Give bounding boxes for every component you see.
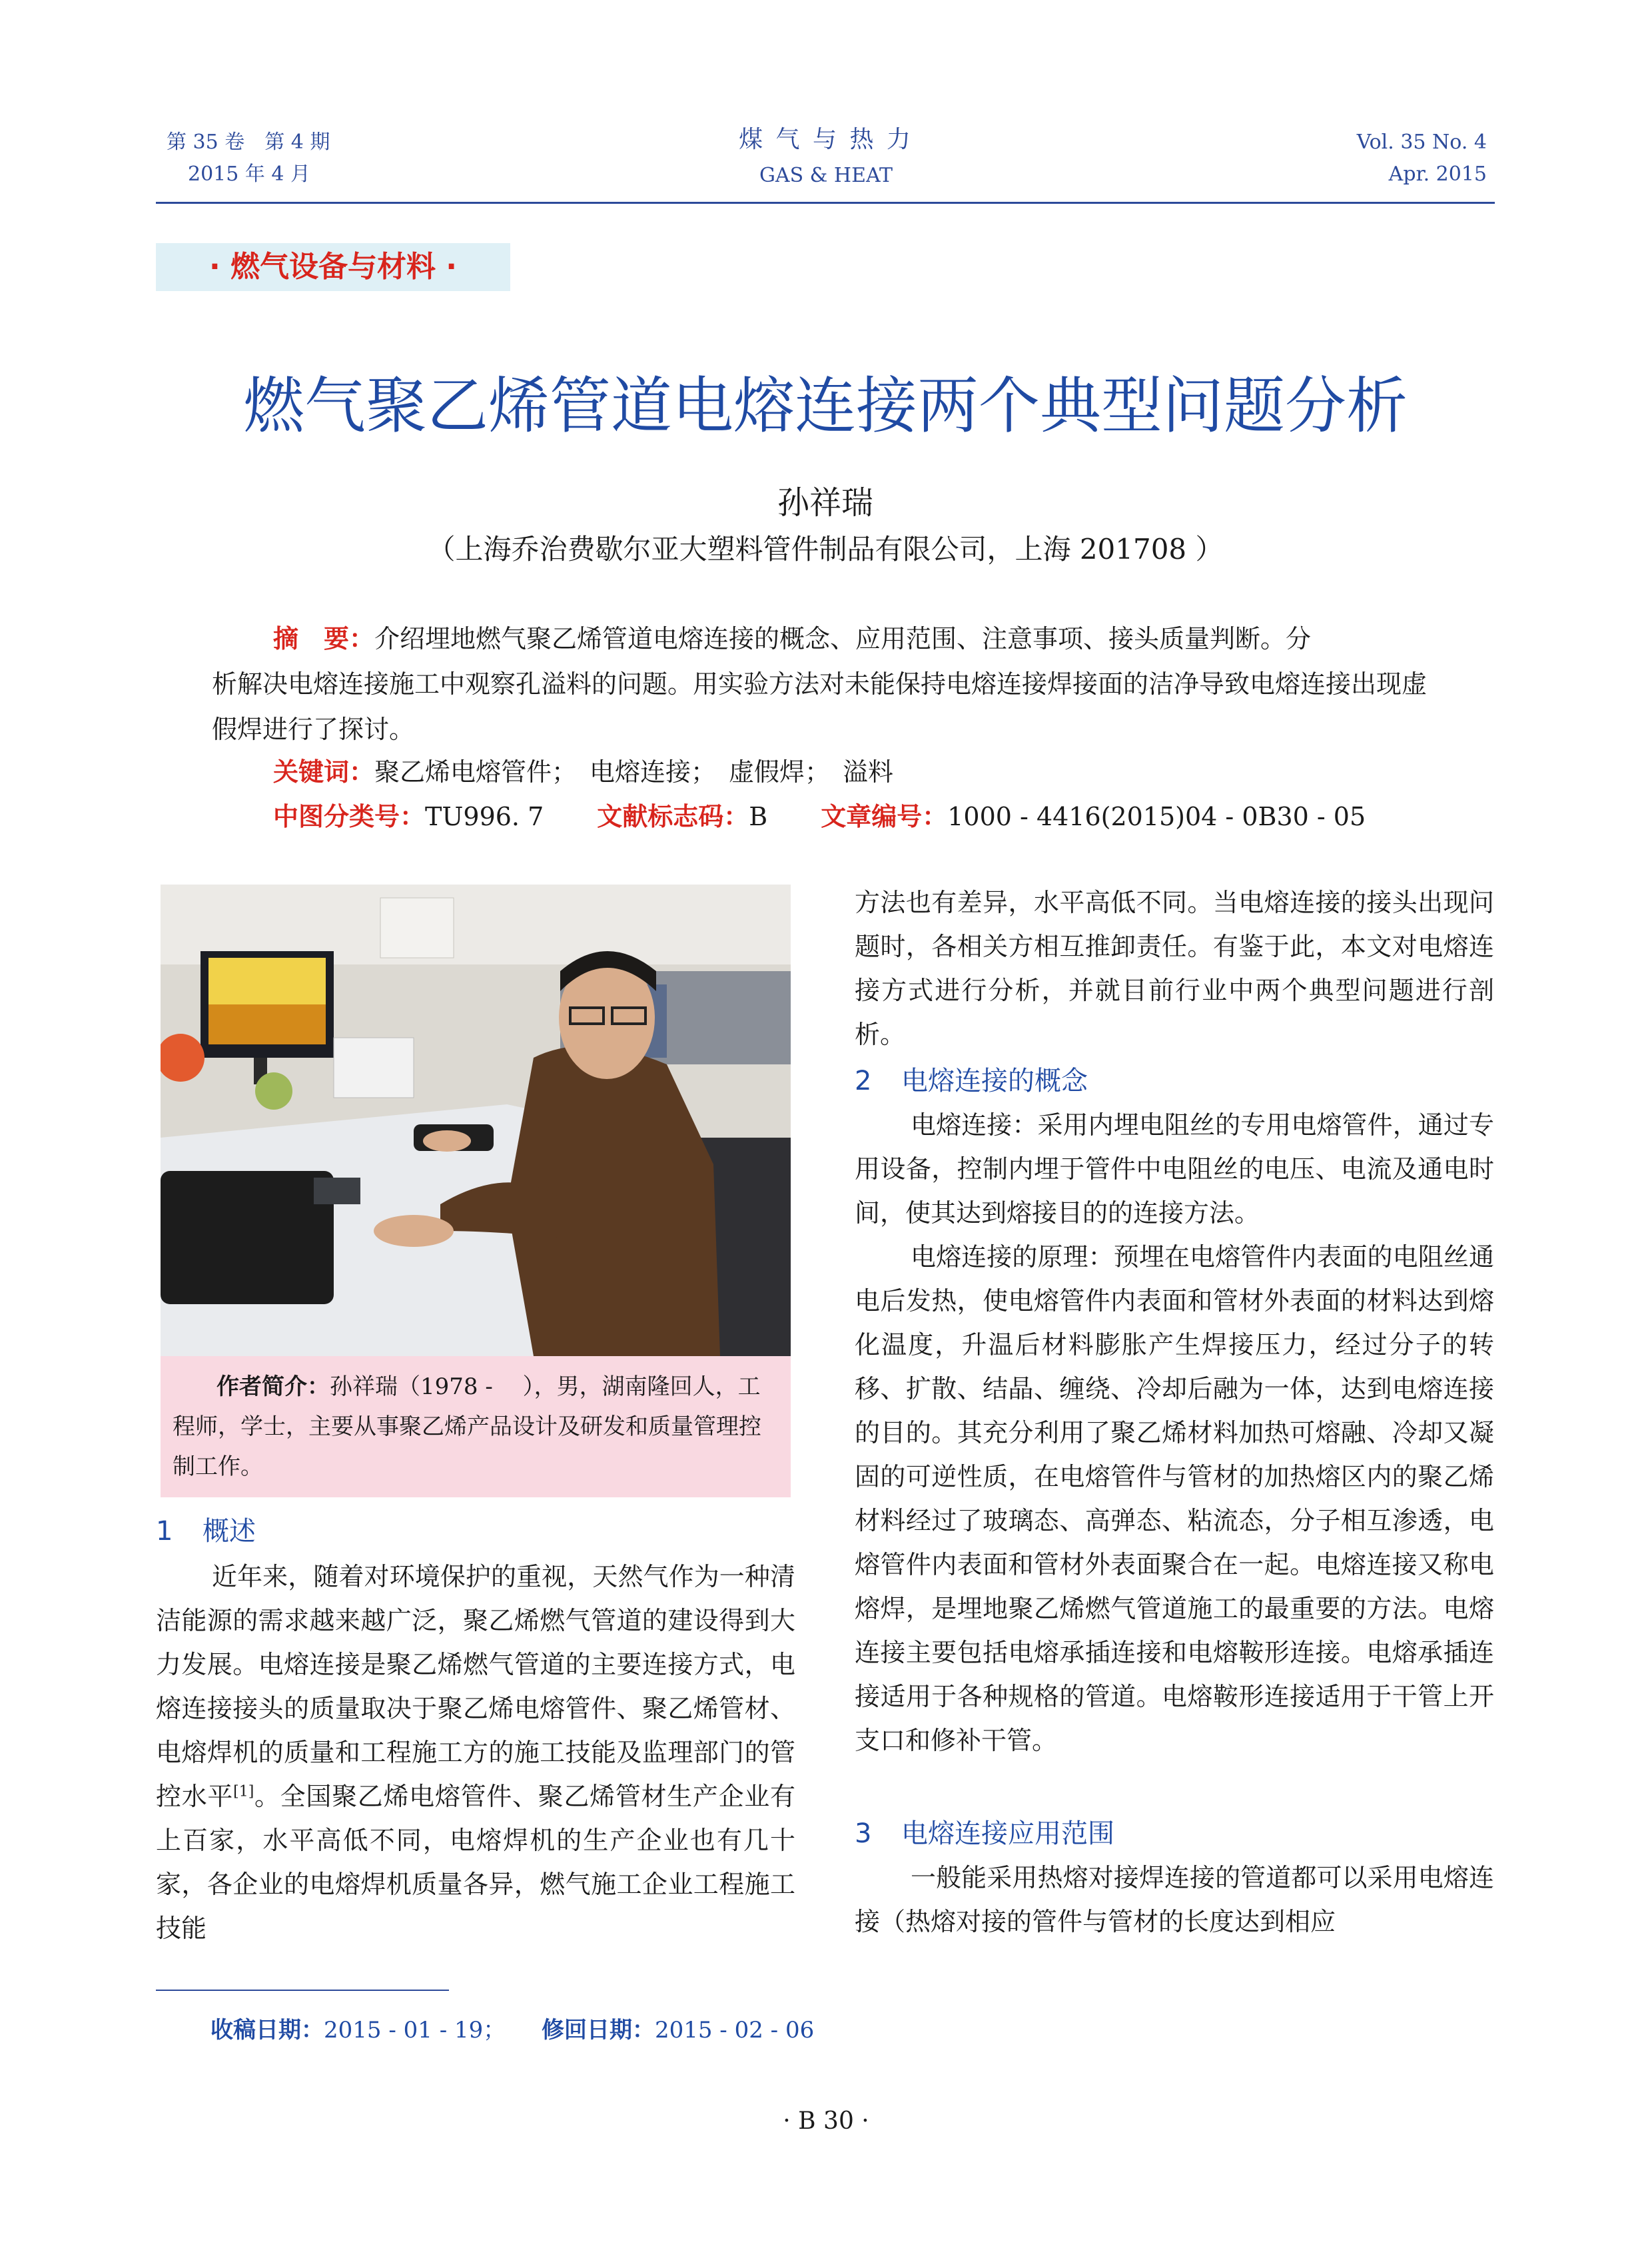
keywords-label: 关键词：: [273, 757, 375, 787]
revised-date: 2015 - 02 - 06: [654, 2017, 815, 2044]
section-1-number: 1: [156, 1516, 173, 1547]
footnote-rule: [156, 1990, 449, 1991]
section-2-number: 2: [855, 1066, 872, 1096]
article-title: 燃气聚乙烯管道电熔连接两个典型问题分析: [242, 370, 1408, 442]
received-date: 2015 - 01 - 19；: [324, 2017, 506, 2044]
abstract: [212, 616, 1438, 752]
abstract-label: 摘 要：: [273, 624, 375, 653]
keywords: [273, 749, 893, 795]
classification-line: [273, 794, 1499, 839]
section-3-title: 电熔连接应用范围: [901, 1818, 1114, 1849]
section-3-number: 3: [855, 1818, 872, 1849]
section-3-heading: [855, 1812, 1114, 1856]
header-date: 2015 年 4 月: [188, 163, 311, 186]
author-affiliation: （上海乔治费歇尔亚大塑料管件制品有限公司，上海 201708 ）: [427, 533, 1224, 565]
article-no-label: 文章编号：: [821, 802, 948, 831]
section-1-text-a: 近年来，随着对环境保护的重视，天然气作为一种清洁能源的需求越来越广泛，聚乙烯燃气管道的建设得到大力发展。电熔连接是聚乙烯燃气管道的主要连接方式，电熔连接接头的质量取决于聚乙烯电熔管件、聚乙烯管材、电熔焊机的质量和工程施工方的施工技能及监理部门的管控水平: [156, 1562, 795, 1811]
section-2-heading: [855, 1059, 1088, 1103]
article-no-value: 1000 - 4416(2015)04 - 0B30 - 05: [947, 802, 1366, 831]
header-vol-en: Vol. 35 No. 4: [1356, 131, 1487, 154]
section-2-title: 电熔连接的概念: [901, 1066, 1088, 1096]
doc-code-value: B: [749, 802, 768, 831]
section-2-paragraph-1: 电熔连接：采用内埋电阻丝的专用电熔管件，通过专用设备，控制内埋于管件中电阻丝的电压、电流及通电时间，使其达到熔接目的的连接方法。: [855, 1110, 1494, 1228]
clc-value: TU996. 7: [425, 802, 544, 831]
revised-label: 修回日期：: [541, 2017, 655, 2044]
keywords-text: 聚乙烯电熔管件； 电熔连接； 虚假焊； 溢料: [374, 757, 894, 787]
section-3-paragraph-1: 一般能采用热熔对接焊连接的管道都可以采用电熔连接（热熔对接的管件与管材的长度达到相应: [855, 1863, 1494, 1936]
doc-code-label: 文献标志码：: [597, 802, 749, 831]
citation-ref-1: [1]: [233, 1783, 254, 1800]
author-name: 孙祥瑞: [777, 484, 873, 522]
section-1-paragraph: [156, 1555, 795, 1950]
intro-continuation: 方法也有差异，水平高低不同。当电熔连接的接头出现问题时，各相关方相互推卸责任。有鉴于此，本文对电熔连接方式进行分析，并就目前行业中两个典型问题进行剖析。: [855, 888, 1494, 1049]
page-number: · B 30 ·: [783, 2107, 869, 2135]
journal-name-en: GAS & HEAT: [759, 164, 893, 187]
journal-name-cn: 煤 气 与 热 力: [739, 126, 913, 153]
clc-label: 中图分类号：: [273, 802, 426, 831]
received-label: 收稿日期：: [210, 2017, 324, 2044]
section-1-heading: [156, 1509, 256, 1553]
section-2-paragraph-2: 电熔连接的原理：预埋在电熔管件内表面的电阻丝通电后发热，使电熔管件内表面和管材外表面的材料达到熔化温度，升温后材料膨胀产生焊接压力，经过分子的转移、扩散、结晶、缠绕、冷却后融为一体，达到电熔连接的目的。其充分利用了聚乙烯材料加热可熔融、冷却又凝固的可逆性质，在电熔管件与管材的加热熔区内的聚乙烯材料经过了玻璃态、高弹态、粘流态，分子相互渗透，电熔管件内表面和管材外表面聚合在一起。电熔连接又称电熔焊，是埋地聚乙烯燃气管道施工的最重要的方法。电熔连接主要包括电熔承插连接和电熔鞍形连接。电熔承插连接适用于各种规格的管道。电熔鞍形连接适用于干管上开支口和修补干管。: [855, 1242, 1494, 1755]
abstract-text-2: 析解决电熔连接施工中观察孔溢料的问题。用实验方法对未能保持电熔连接焊接面的洁净导致电熔连接出现虚假焊进行了探讨。: [212, 669, 1428, 744]
author-bio: [161, 1356, 791, 1497]
author-photo: [161, 885, 791, 1356]
bio-label: 作者简介：: [216, 1373, 330, 1400]
footnote-dates: [210, 2012, 814, 2049]
section-1-title: 概述: [203, 1516, 256, 1547]
header-date-en: Apr. 2015: [1388, 163, 1487, 186]
header-volume: 第 35 卷 第 4 期: [167, 131, 330, 154]
column-section-label: · 燃气设备与材料 ·: [156, 243, 510, 291]
section-1-text-b: 。全国聚乙烯电熔管件、聚乙烯管材生产企业有上百家，水平高低不同，电熔焊机的生产企业也有几十家，各企业的电熔焊机质量各异，燃气施工企业工程施工技能: [156, 1782, 795, 1943]
header-rule: [156, 202, 1495, 204]
bio-text: 孙祥瑞（1978 - ），男，湖南隆回人，工程师，学士，主要从事聚乙烯产品设计及研发和质量管理控制工作。: [173, 1373, 761, 1480]
abstract-text-1: 介绍埋地燃气聚乙烯管道电熔连接的概念、应用范围、注意事项、接头质量判断。分: [374, 624, 1312, 653]
